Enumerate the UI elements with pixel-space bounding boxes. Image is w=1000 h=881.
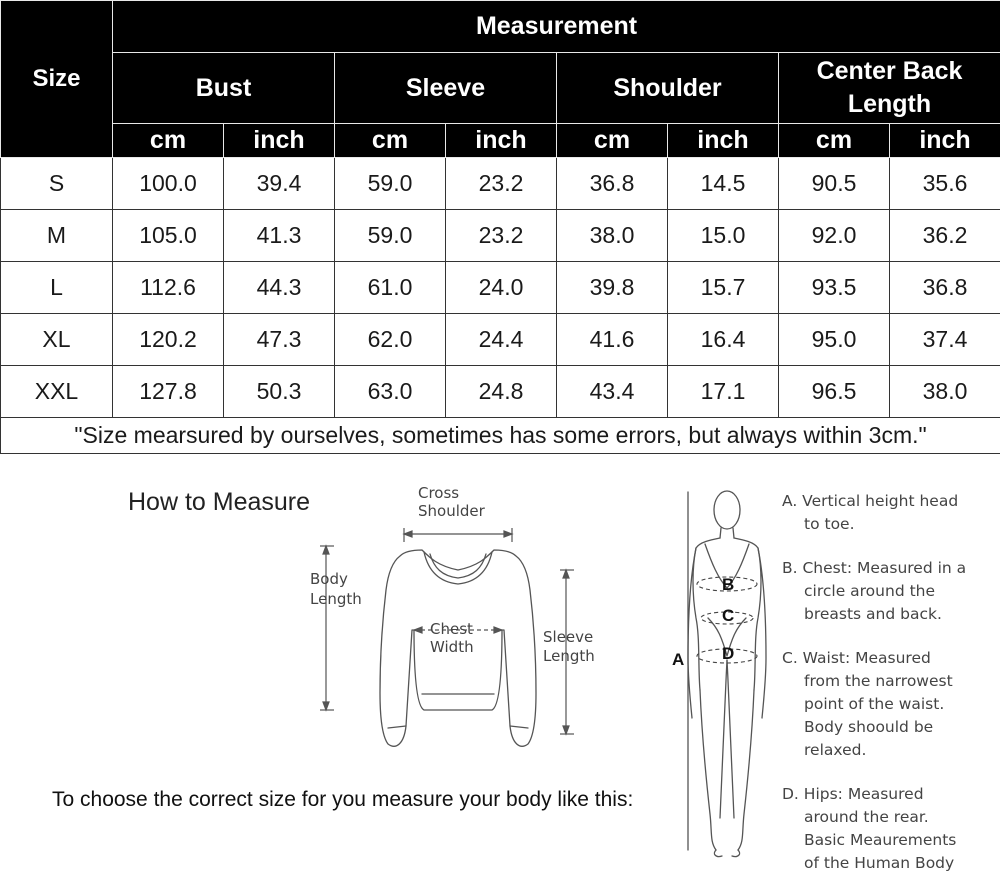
size-cell: M [1, 210, 113, 262]
shoulder-inch-cell: 15.0 [668, 210, 779, 262]
unit-cm-header: cm [113, 124, 224, 158]
center-back-length-header: Center Back Length [779, 53, 1000, 124]
figure-letter-c: C [722, 606, 735, 625]
unit-inch-header: inch [668, 124, 779, 158]
cross-shoulder-label: Shoulder [418, 502, 485, 520]
table-row [1, 314, 1000, 366]
length-cm-cell: 90.5 [779, 158, 890, 210]
shoulder-cm-cell: 43.4 [557, 366, 668, 418]
unit-cm-header: cm [557, 124, 668, 158]
unit-inch-header: inch [446, 124, 557, 158]
size-cell: S [1, 158, 113, 210]
body-length-label: Body [310, 570, 348, 588]
table-row [1, 262, 1000, 314]
size-cell: L [1, 262, 113, 314]
figure-letter-d: D [722, 644, 735, 663]
bust-inch-cell: 44.3 [224, 262, 335, 314]
bust-cm-cell: 105.0 [113, 210, 224, 262]
bust-inch-cell: 41.3 [224, 210, 335, 262]
size-header: Size [1, 1, 113, 158]
sleeve-cm-cell: 61.0 [335, 262, 446, 314]
bust-inch-cell: 39.4 [224, 158, 335, 210]
shoulder-inch-cell: 14.5 [668, 158, 779, 210]
length-cm-cell: 95.0 [779, 314, 890, 366]
shoulder-cm-cell: 36.8 [557, 158, 668, 210]
body-length-label: Length [310, 590, 362, 608]
sweater-measure-diagram [300, 478, 620, 758]
sleeve-header: Sleeve [335, 53, 557, 124]
sleeve-inch-cell: 23.2 [446, 210, 557, 262]
shoulder-cm-cell: 39.8 [557, 262, 668, 314]
sleeve-cm-cell: 63.0 [335, 366, 446, 418]
sleeve-inch-cell: 23.2 [446, 158, 557, 210]
measurement-header: Measurement [113, 1, 1000, 53]
figure-letter-a: A [672, 650, 685, 669]
legend-item: D. Hips: Measured around the rear. Basic Meaurements of the Human Body [782, 785, 957, 872]
bust-cm-cell: 112.6 [113, 262, 224, 314]
length-cm-cell: 92.0 [779, 210, 890, 262]
cross-shoulder-label: Cross [418, 484, 460, 502]
bust-inch-cell: 47.3 [224, 314, 335, 366]
chest-width-label: Chest [430, 620, 473, 638]
shoulder-inch-cell: 17.1 [668, 366, 779, 418]
table-row [1, 366, 1000, 418]
sleeve-inch-cell: 24.0 [446, 262, 557, 314]
bust-header: Bust [113, 53, 335, 124]
body-figure-diagram [660, 478, 780, 878]
size-cell: XL [1, 314, 113, 366]
unit-cm-header: cm [335, 124, 446, 158]
unit-cm-header: cm [779, 124, 890, 158]
sleeve-length-label: Length [543, 647, 595, 665]
shoulder-inch-cell: 15.7 [668, 262, 779, 314]
sleeve-cm-cell: 62.0 [335, 314, 446, 366]
sleeve-inch-cell: 24.4 [446, 314, 557, 366]
figure-letter-b: B [722, 575, 735, 594]
legend-item: A. Vertical height head to toe. [782, 492, 959, 533]
unit-inch-header: inch [224, 124, 335, 158]
sleeve-inch-cell: 24.8 [446, 366, 557, 418]
bust-cm-cell: 120.2 [113, 314, 224, 366]
shoulder-header: Shoulder [557, 53, 779, 124]
shoulder-cm-cell: 41.6 [557, 314, 668, 366]
sleeve-cm-cell: 59.0 [335, 210, 446, 262]
length-inch-cell: 35.6 [890, 158, 1000, 210]
length-inch-cell: 38.0 [890, 366, 1000, 418]
unit-inch-header: inch [890, 124, 1000, 158]
shoulder-cm-cell: 38.0 [557, 210, 668, 262]
bust-cm-cell: 100.0 [113, 158, 224, 210]
table-note: "Size mearsured by ourselves, sometimes has some errors, but always within 3cm." [1, 418, 1000, 454]
table-row [1, 210, 1000, 262]
legend-item: B. Chest: Measured in a circle around the breasts and back. [782, 559, 967, 623]
length-inch-cell: 37.4 [890, 314, 1000, 366]
size-cell: XXL [1, 366, 113, 418]
bust-inch-cell: 50.3 [224, 366, 335, 418]
how-to-measure-title: How to Measure [128, 488, 311, 516]
sleeve-length-label: Sleeve [543, 628, 594, 646]
length-cm-cell: 96.5 [779, 366, 890, 418]
length-inch-cell: 36.8 [890, 262, 1000, 314]
legend-item: C. Waist: Measured from the narrowest point of the waist. Body shoould be relaxed. [782, 649, 953, 759]
bust-cm-cell: 127.8 [113, 366, 224, 418]
shoulder-inch-cell: 16.4 [668, 314, 779, 366]
sleeve-cm-cell: 59.0 [335, 158, 446, 210]
length-cm-cell: 93.5 [779, 262, 890, 314]
measurement-legend [782, 490, 992, 881]
table-row [1, 158, 1000, 210]
length-inch-cell: 36.2 [890, 210, 1000, 262]
choose-size-instruction: To choose the correct size for you measure your body like this: [52, 788, 634, 811]
chest-width-label: Width [430, 638, 474, 656]
